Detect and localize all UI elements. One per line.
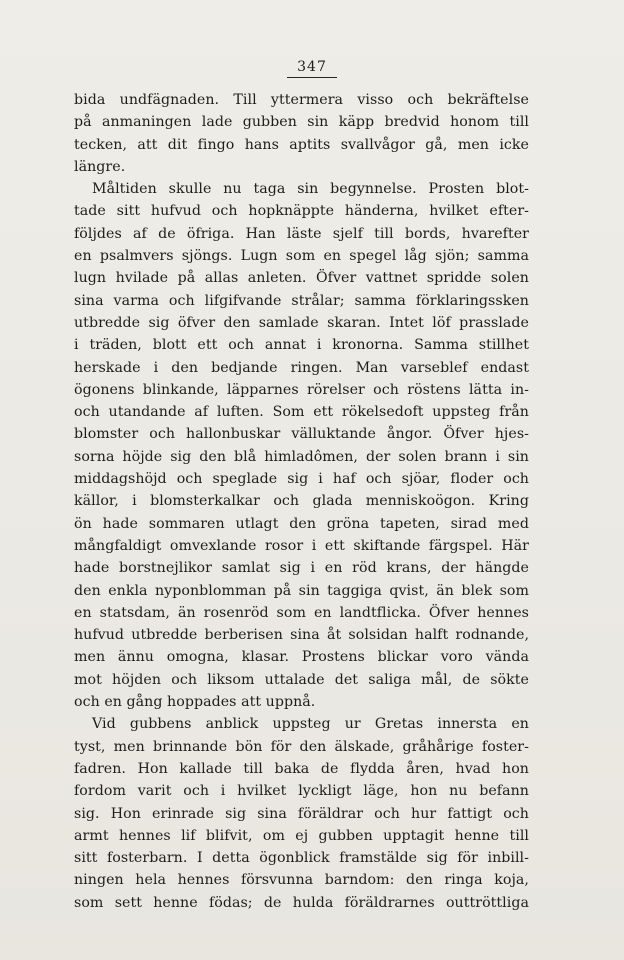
text-line: ön hade sommaren utlagt den gröna tapeten, sirad med — [74, 515, 529, 532]
text-line: som sett henne födas; de hulda föräldrarnes outtröttliga — [74, 894, 529, 911]
text-line: bida undfägnaden. Till yttermera visso och bekräftelse — [74, 92, 529, 108]
text-line: Måltiden skulle nu taga sin begynnelse. Prosten blot- — [92, 181, 529, 198]
text-line: mångfaldigt omvexlande rosor i ett skiftande färgspel. Här — [74, 537, 529, 554]
text-line: och en gång hoppades att uppnå. — [74, 694, 316, 711]
text-line: tecken, att dit fingo hans aptits svallvågor gå, men icke — [74, 136, 529, 153]
text-line: källor, i blomsterkalkar och glada menniskoögon. Kring — [74, 493, 529, 510]
text-line: mot höjden och liksom uttalade det saliga mål, de sökte — [74, 671, 529, 688]
text-line: Vid gubbens anblick uppsteg ur Gretas innersta en — [92, 716, 529, 733]
text-line: sina varma och lifgifvande strålar; samma förklaringsskеn — [74, 292, 529, 309]
text-line: lugn hvilade på allas anleten. Öfver vattnet spridde solen — [74, 270, 529, 287]
text-line: men ännu omogna, klasar. Prostens blickar voro vända — [74, 649, 529, 666]
text-line: i träden, blott ett och annat i kronorna. Samma stillhet — [74, 337, 529, 354]
text-line: tyst, men brinnande bön för den älskade, gråhårige foster- — [74, 738, 529, 755]
text-line: en statsdam, än rosenröd som en landtflicka. Öfver hennes — [74, 604, 529, 621]
text-line: sorna höjde sig den blå himladômen, der solen brann i sin — [74, 448, 529, 465]
text-line: fordom varit och i hvilket lyckligt läge, hon nu befann — [74, 783, 529, 800]
text-line: och utandande af luften. Som ett rökelsedoft uppsteg från — [74, 404, 529, 421]
text-line: hade borstnejlikor samlat sig i en röd krans, der hängde — [74, 560, 529, 577]
text-line: utbredde sig öfver den samlade skaran. Intet löf prasslade — [74, 314, 529, 331]
text-line: på anmaningen lade gubben sin käpp bredvid honom till — [74, 114, 529, 131]
text-line: hufvud utbredde berberisen sina åt solsidan halft rodnande, — [74, 627, 529, 644]
text-line: en psalmvers sjöngs. Lugn som en spegel låg sjön; samma — [74, 248, 529, 265]
text-line: fadren. Hon kallade till baka de flydda åren, hvad hon — [74, 760, 529, 777]
body-text — [74, 89, 529, 914]
text-line: ögonens blinkande, läpparnes rörelser och röstens lätta in- — [74, 381, 529, 398]
page-number: 347 — [287, 59, 337, 78]
text-line: armt hennes lif blifvit, om ej gubben upptagit henne till — [74, 827, 529, 844]
text-line: sig. Hon erinrade sig sina föräldrar och hur fattigt och — [74, 805, 529, 822]
text-line: blomster och hallonbuskar välluktande ångor. Öfver hjes- — [74, 426, 529, 443]
text-line: tade sitt hufvud och hopknäppte händerna, hvilket efter- — [74, 203, 529, 220]
text-line: den enkla nyponblomman på sin taggiga qvist, än blek som — [74, 582, 529, 599]
text-line: herskade i den bedjande ringen. Man varseblef endast — [74, 359, 529, 376]
text-line: middagshöjd och speglade sig i haf och sjöar, floder och — [74, 471, 529, 488]
page-header — [0, 56, 624, 78]
text-line: längre. — [74, 158, 126, 175]
text-line: följdes af de öfriga. Han läste sjelf till bords, hvarefter — [74, 225, 529, 242]
text-line: ningen hela hennes försvunna barndom: den ringa koja, — [74, 872, 529, 889]
text-line: sitt fosterbarn. I detta ögonblick framstälde sig för inbill- — [74, 850, 529, 867]
